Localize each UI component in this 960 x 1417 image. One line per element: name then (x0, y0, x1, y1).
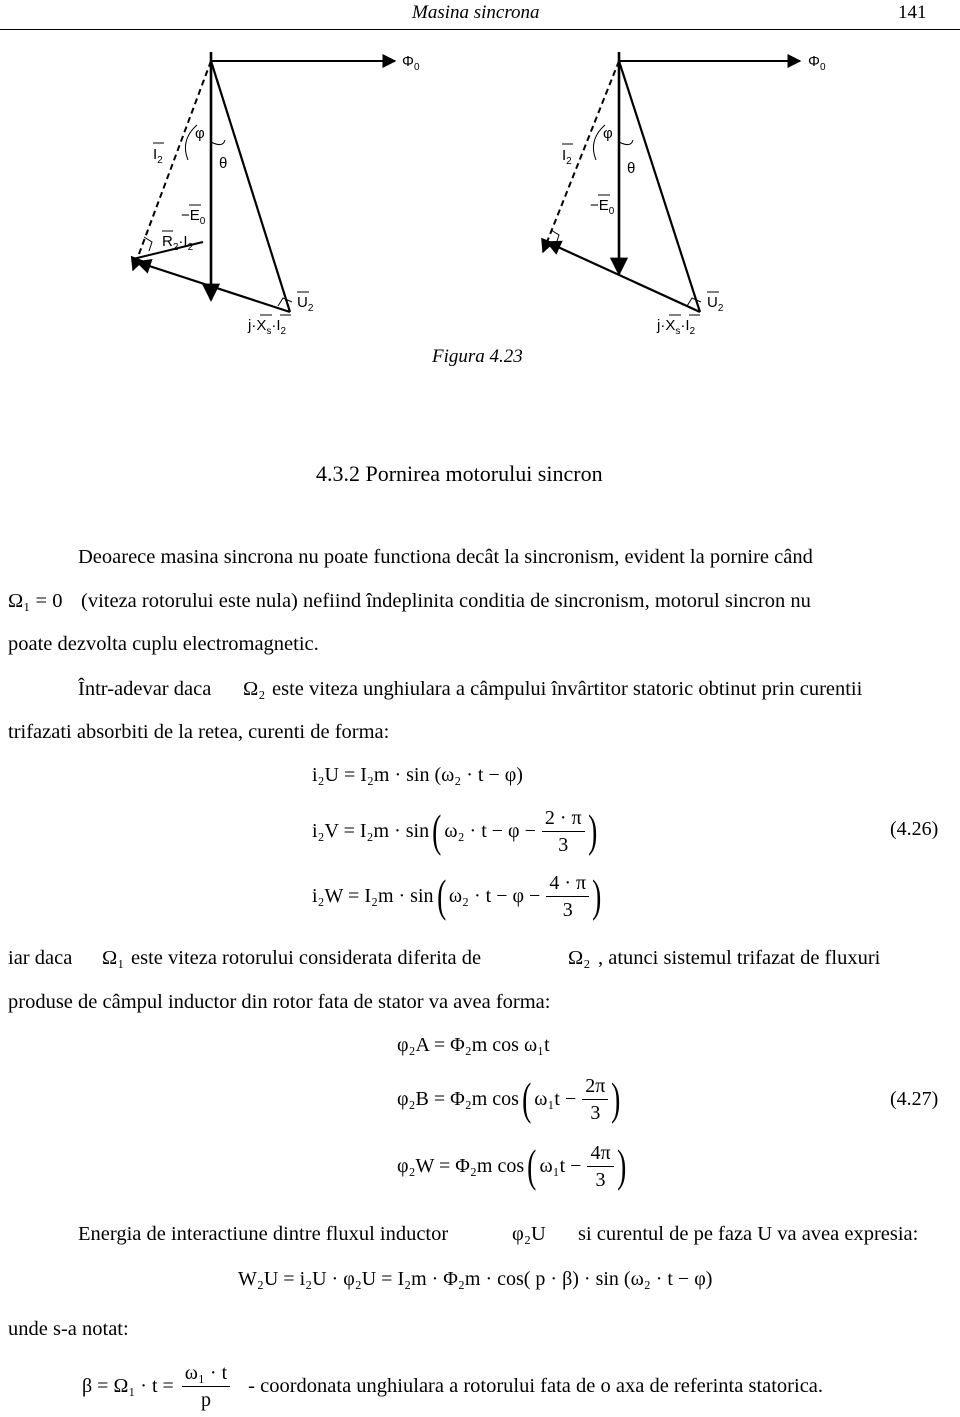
eq426-l2-open-paren: ( (432, 805, 442, 856)
eq427-l3-left: φ₂W = Φ₂m cos (397, 1154, 525, 1177)
paragraph-1-line-2: (viteza rotorului este nula) nefiind îndeplinita conditia de sincronism, motorul sincron nu (81, 590, 811, 612)
equation-4-26-line-2 (312, 801, 600, 861)
beta-definition (82, 1358, 823, 1414)
jxs-i2-phasor-left (137, 262, 290, 312)
eq427-l2-frac (582, 1073, 608, 1126)
eq427-l2-close-paren: ) (611, 1073, 621, 1124)
beta-den: p (200, 1388, 211, 1411)
phi0-label-left: $\Phi_0$ (402, 53, 420, 73)
paragraph-4-end: si curentul de pe faza U va avea expresia: (578, 1223, 919, 1245)
eq426-l3-num: 4 · π (546, 870, 589, 897)
i2-label-right: $I_2$ (562, 147, 572, 167)
paragraph-3-line-2: produse de câmpul inductor din rotor fata de stator va avea forma: (8, 991, 551, 1013)
eq426-l3-left: i₂W = I₂m · sin (312, 884, 434, 907)
eq427-l2-arg: ω₁t − (534, 1087, 577, 1110)
eq426-l2-close-paren: ) (587, 805, 597, 856)
theta-arc-right (619, 140, 633, 145)
eq427-l3-num: 4π (587, 1140, 613, 1167)
equation-4-27-line-2 (397, 1069, 624, 1129)
paragraph-2-math: Ω₂ (243, 678, 266, 700)
phasor-diagram-right (543, 52, 826, 337)
eq426-l3-close-paren: ) (592, 870, 602, 921)
paragraph-1-line-1: Deoarece masina sincrona nu poate functiona decât la sincronism, evident la pornire când (78, 546, 813, 568)
right-angle-right (551, 230, 559, 244)
jxs-i2-label-left: $j\cdot X_s\cdot I_2$ (248, 317, 287, 337)
eq426-l2-left: i₂V = I₂m · sin (312, 819, 430, 842)
energy-equation: W₂U = i₂U · φ₂U = I₂m · Φ₂m · cos( p · β) · sin (ω₂ · t − φ) (238, 1268, 713, 1290)
paragraph-2-rest: este viteza unghiulara a câmpului învârtitor statoric obtinut prin curentii (272, 678, 863, 700)
e0-label-left: $-E_0$ (181, 207, 206, 227)
eq427-l3-den: 3 (595, 1168, 606, 1191)
figure-caption: Figura 4.23 (432, 346, 523, 367)
equation-4-26-line-3 (312, 866, 604, 926)
jxs-i2-label-right: $j\cdot X_s\cdot I_2$ (657, 317, 696, 337)
equation-4-27-line-1: φ₂A = Φ₂m cos ω₁t (397, 1034, 550, 1056)
eq426-l2-frac (542, 805, 585, 858)
i2-phasor-right (543, 61, 619, 252)
r2-i2-label-left: $R_2\cdot I_2$ (162, 233, 194, 253)
u2-phasor-left (211, 61, 290, 312)
paragraph-3-end: , atunci sistemul trifazat de fluxuri (598, 947, 881, 969)
phi-label-left: φ (195, 125, 205, 142)
paragraph-3-start: iar daca (8, 947, 73, 969)
eq426-l3-frac (546, 870, 589, 923)
page-number: 141 (898, 2, 927, 23)
right-angle-left (144, 237, 152, 251)
u2-label-left: $U_2$ (297, 294, 314, 314)
paragraph-5: unde s-a notat: (8, 1318, 129, 1340)
eq427-l3-arg: ω₁t − (539, 1154, 582, 1177)
eq426-l2-den: 3 (558, 833, 569, 856)
eq426-l3-open-paren: ( (436, 870, 446, 921)
phi0-label-right: $\Phi_0$ (808, 53, 826, 73)
paragraph-6-end: - coordonata unghiulara a rotorului fata de o axa de referinta statorica. (248, 1375, 824, 1397)
paragraph-3-math-1: Ω₁ (102, 947, 125, 969)
eq427-l2-den: 3 (590, 1101, 601, 1124)
paragraph-2-start: Într-adevar daca (78, 678, 212, 700)
eq427-l2-open-paren: ( (522, 1073, 532, 1124)
equation-4-27-number: (4.27) (890, 1088, 939, 1110)
jxs-i2-phasor-right (547, 242, 700, 312)
paragraph-4-start: Energia de interactiune dintre fluxul inductor (78, 1223, 449, 1245)
phi-label-right: φ (603, 125, 613, 142)
theta-arc-left (211, 140, 225, 145)
paragraph-4-math: φ₂U (512, 1223, 546, 1245)
paragraph-3-mid: este viteza rotorului considerata diferita de (131, 947, 482, 969)
equation-4-27-line-3 (397, 1136, 629, 1196)
beta-num: ω₁ · t (182, 1360, 230, 1387)
paragraph-1-math: Ω₁ = 0 (8, 590, 63, 612)
theta-label-right: θ (627, 160, 636, 177)
eq427-l2-left: φ₂B = Φ₂m cos (397, 1087, 519, 1110)
paragraph-2-line-2: trifazati absorbiti de la retea, curenti de forma: (8, 721, 390, 743)
eq426-l3-den: 3 (562, 898, 573, 921)
eq426-l2-num: 2 · π (542, 805, 585, 832)
phasor-diagram-left (133, 52, 420, 337)
eq426-l3-arg: ω₂ · t − φ − (448, 884, 541, 907)
theta-label-left: θ (219, 155, 228, 172)
phasor-diagrams-figure (0, 30, 960, 340)
i2-label-left: $I_2$ (153, 146, 163, 166)
running-header-title: Masina sincrona (412, 2, 540, 23)
e0-label-right: $-E_0$ (590, 197, 615, 217)
beta-frac (182, 1360, 230, 1413)
eq427-l3-close-paren: ) (616, 1140, 626, 1191)
right-angle-u2-left (278, 298, 292, 306)
eq427-l3-frac (587, 1140, 613, 1193)
eq427-l2-num: 2π (582, 1073, 608, 1100)
beta-left: β = Ω₁ · t = (82, 1374, 174, 1397)
u2-phasor-right (619, 61, 700, 312)
equation-4-26-number: (4.26) (890, 818, 939, 840)
u2-label-right: $U_2$ (707, 294, 724, 314)
paragraph-1-line-3: poate dezvolta cuplu electromagnetic. (8, 633, 319, 655)
eq426-l2-arg: ω₂ · t − φ − (444, 819, 536, 842)
eq427-l3-open-paren: ( (527, 1140, 537, 1191)
section-title: 4.3.2 Pornirea motorului sincron (316, 461, 603, 486)
equation-4-26-line-1: i₂U = I₂m · sin (ω₂ · t − φ) (312, 764, 523, 786)
paragraph-3-math-2: Ω₂ (568, 947, 591, 969)
right-angle-u2-right (687, 298, 701, 306)
